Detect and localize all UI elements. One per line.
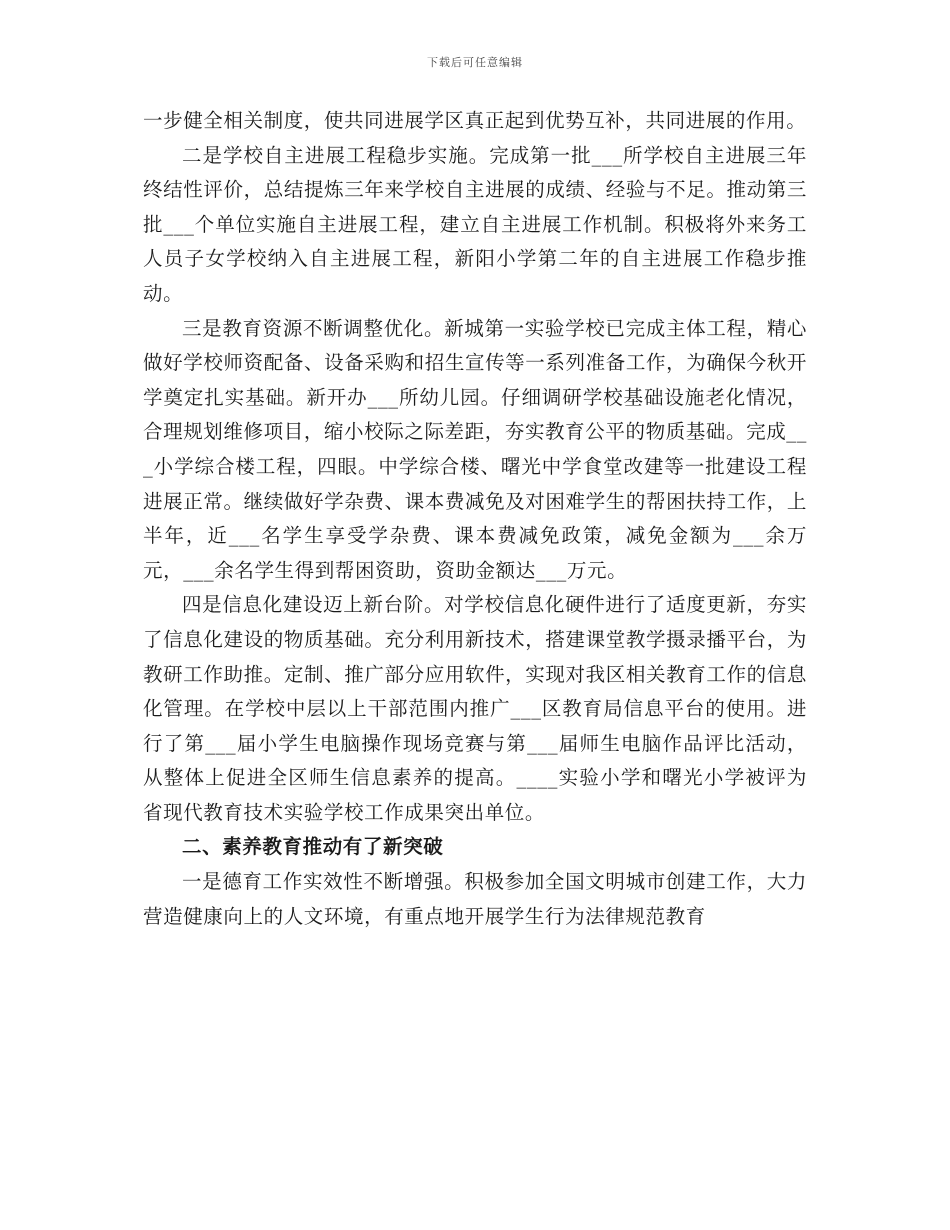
paragraph-education-resources: 三是教育资源不断调整优化。新城第一实验学校已完成主体工程，精心做好学校师资配备、设备采购和招生宣传等一系列准备工作，为确保今秋开学奠定扎实基础。新开办___所幼儿园。仔细调研学校基础设施老化情况，合理规划维修项目，缩小校际之际差距，夯实教育公平的物质基础。完成___小学综合楼工程，四眼。中学综合楼、曙光中学食堂改建等一批建设工程进展正常。继续做好学杂费、课本费减免及对困难学生的帮困扶持工作，上半年，近___名学生享受学杂费、课本费减免政策，减免金额为___余万元，___余名学生得到帮困资助，资助金额达___万元。 — [143, 316, 807, 582]
section-heading: 二、素养教育推动有了新突破 — [182, 835, 444, 859]
paragraph-autonomous-development: 二是学校自主进展工程稳步实施。完成第一批___所学校自主进展三年终结性评价，总结提炼三年来学校自主进展的成绩、经验与不足。推动第三批___个单位实施自主进展工程，建立自主进展工作机制。积极将外来务工人员子女学校纳入自主进展工程，新阳小学第二年的自主进展工作稳步推动。 — [143, 143, 807, 305]
page-header: 下载后可任意编辑 — [427, 56, 523, 69]
document-body — [143, 104, 807, 934]
paragraph-continuation: 一步健全相关制度，使共同进展学区真正起到优势互补，共同进展的作用。 — [143, 109, 807, 132]
paragraph-moral-education: 一是德育工作实效性不断增强。积极参加全国文明城市创建工作，大力营造健康向上的人文环境，有重点地开展学生行为法律规范教育 — [143, 870, 807, 928]
paragraph-informatization: 四是信息化建设迈上新台阶。对学校信息化硬件进行了适度更新，夯实了信息化建设的物质基础。充分利用新技术，搭建课堂教学摄录播平台，为教研工作助推。定制、推广部分应用软件，实现对我区相关教育工作的信息化管理。在学校中层以上干部范围内推广___区教育局信息平台的使用。进行了第___届小学生电脑操作现场竞赛与第___届师生电脑作品评比活动，从整体上促进全区师生信息素养的提高。____实验小学和曙光小学被评为省现代教育技术实验学校工作成果突出单位。 — [143, 593, 807, 824]
